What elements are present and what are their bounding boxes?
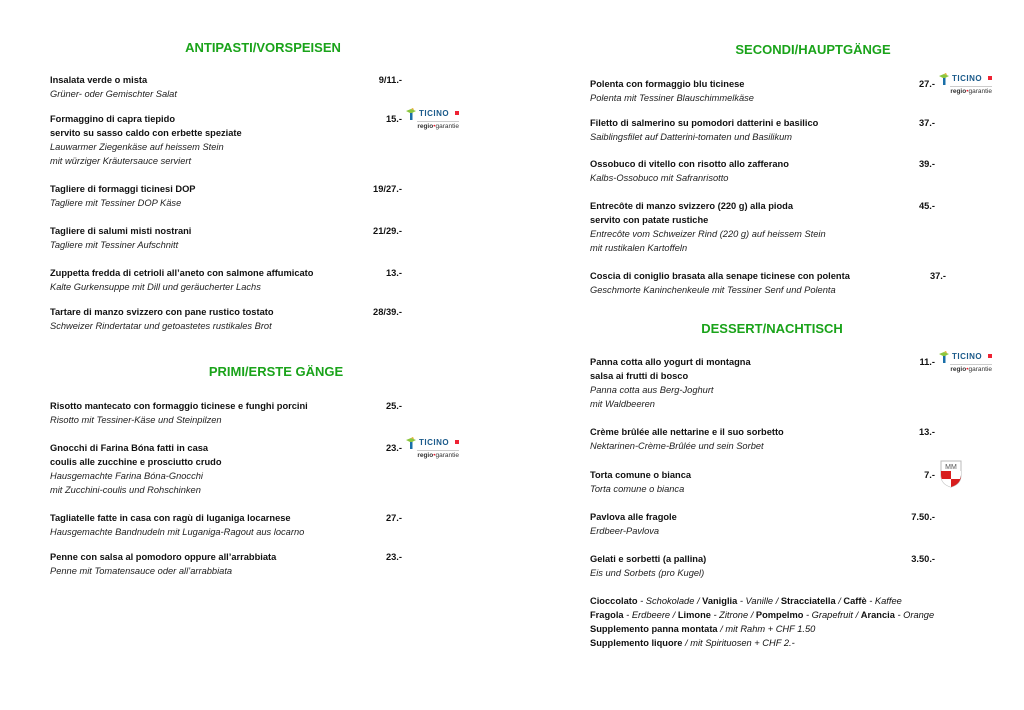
ticino-leaf-icon	[405, 108, 417, 120]
divider	[417, 450, 459, 451]
flavor-italian: Vaniglia	[702, 596, 738, 606]
flavor-italian: Supplemento panna montata	[590, 624, 718, 634]
flavor-italian: Cioccolato	[590, 596, 638, 606]
ticino-text: TICINO	[952, 352, 983, 361]
dish-name-german: Torta comune o bianca	[590, 484, 685, 494]
dish-price: 7.50.-	[911, 512, 935, 522]
regio-text: regio	[417, 123, 434, 130]
flavor-german: / mit Rahm + CHF 1.50	[717, 624, 816, 634]
dish-price: 25.-	[385, 401, 402, 411]
menu-item	[590, 199, 826, 255]
ticino-text: TICINO	[952, 74, 983, 83]
dish-name-german: Schweizer Rindertatar und getoastetes rustikales Brot	[50, 321, 272, 331]
menu-item	[590, 468, 691, 496]
dish-name-german: Nektarinen-Crème-Brûlée und sein Sorbet	[590, 441, 764, 451]
dish-name-italian: Pavlova alle fragole	[590, 512, 677, 522]
section-heading: SECONDI/HAUPTGÄNGE	[735, 42, 891, 57]
dish-name-german: mit würziger Kräutersauce serviert	[50, 156, 192, 166]
dish-price: 15.-	[385, 114, 402, 124]
flavor-italian: Limone	[677, 610, 711, 620]
menu-item	[590, 355, 751, 411]
regio-garantie-text: regio•garantie	[417, 123, 459, 130]
dish-name-italian: Zuppetta fredda di cetrioli all’aneto con salmone affumicato	[50, 268, 314, 278]
dish-name-german: Entrecôte vom Schweizer Rind (220 g) auf heissem Stein	[590, 229, 826, 239]
menu-item	[590, 269, 850, 297]
dish-name-italian: Tagliere di formaggi ticinesi DOP	[50, 184, 196, 194]
dish-price: 19/27.-	[373, 184, 402, 194]
dish-name-german: Saiblingsfilet auf Datterini-tomaten und Basilikum	[590, 132, 793, 142]
menu-item	[50, 73, 177, 101]
swiss-square-icon	[988, 76, 992, 80]
dish-name-italian: Ossobuco di vitello con risotto allo zafferano	[590, 159, 789, 169]
dish-name-german: Polenta mit Tessiner Blauschimmelkäse	[590, 93, 754, 103]
dish-name-italian: servito su sasso caldo con erbette speziate	[50, 128, 242, 138]
flavor-italian: Fragola	[590, 610, 624, 620]
menu-item	[590, 552, 706, 580]
dish-name-german: Eis und Sorbets (pro Kugel)	[590, 568, 705, 578]
dish-name-german: mit rustikalen Kartoffeln	[590, 243, 688, 253]
swiss-square-icon	[455, 440, 459, 444]
garantie-text: garantie	[968, 88, 992, 95]
flavor-italian: Caffè	[843, 596, 867, 606]
menu-item	[50, 266, 313, 294]
gelato-flavor-line	[590, 622, 815, 636]
flavor-german: / mit Spirituosen + CHF 2.-	[682, 638, 795, 648]
dish-name-italian: Crème brûlée alle nettarine e il suo sorbetto	[590, 427, 784, 437]
regio-garantie-text: regio•garantie	[417, 452, 459, 459]
ticino-regio-garantie-logo	[405, 108, 459, 134]
regio-text: regio	[950, 88, 967, 95]
menu-item	[50, 182, 196, 210]
dish-name-italian: servito con patate rustiche	[590, 215, 709, 225]
divider	[417, 121, 459, 122]
dish-price: 39.-	[918, 159, 935, 169]
ticino-regio-garantie-logo	[405, 437, 459, 463]
section-heading: PRIMI/ERSTE GÄNGE	[208, 364, 344, 379]
ticino-leaf-icon	[938, 351, 950, 363]
dish-name-german: Tagliere mit Tessiner Aufschnitt	[50, 240, 179, 250]
shield-icon	[940, 460, 962, 488]
dish-name-german: Lauwarmer Ziegenkäse auf heissem Stein	[50, 142, 224, 152]
dish-name-german: Penne mit Tomatensauce oder all’arrabbiata	[50, 566, 233, 576]
regio-garantie-text: regio•garantie	[950, 366, 992, 373]
regio-text: regio	[950, 366, 967, 373]
dish-name-german: mit Waldbeeren	[590, 399, 655, 409]
dish-name-italian: Insalata verde o mista	[50, 75, 148, 85]
dish-name-german: Risotto mit Tessiner-Käse und Steinpilzen	[50, 415, 222, 425]
divider	[950, 364, 992, 365]
dish-name-german: Panna cotta aus Berg-Joghurt	[590, 385, 714, 395]
ticino-text: TICINO	[419, 109, 450, 118]
swiss-square-icon	[988, 354, 992, 358]
menu-item	[50, 550, 276, 578]
dish-price: 27.-	[918, 79, 935, 89]
menu-item	[50, 224, 191, 252]
gelato-flavor-line	[590, 594, 902, 608]
dish-price: 11.-	[919, 357, 935, 367]
menu-item	[590, 425, 784, 453]
dish-name-italian: Filetto di salmerino su pomodori datterini e basilico	[590, 118, 819, 128]
dish-name-italian: Gnocchi di Farina Bóna fatti in casa	[50, 443, 209, 453]
flavor-italian: Arancia	[860, 610, 895, 620]
ticino-leaf-icon	[938, 73, 950, 85]
menu-item	[590, 77, 754, 105]
dish-price: 7.-	[924, 470, 935, 480]
flavor-german: - Orange	[894, 610, 935, 620]
ticino-text: TICINO	[419, 438, 450, 447]
garantie-text: garantie	[435, 452, 459, 459]
dish-price: 3.50.-	[911, 554, 935, 564]
dish-name-german: Kalte Gurkensuppe mit Dill und geräucherter Lachs	[50, 282, 261, 292]
regio-garantie-text: regio•garantie	[950, 88, 992, 95]
dish-name-german: mit Zucchini-coulis und Rohschinken	[50, 485, 201, 495]
dish-price: 27.-	[385, 513, 402, 523]
dish-name-german: Erdbeer-Pavlova	[590, 526, 660, 536]
menu-item	[590, 157, 789, 185]
menu-item	[590, 116, 818, 144]
dish-name-italian: Polenta con formaggio blu ticinese	[590, 79, 745, 89]
dish-name-italian: coulis alle zucchine e prosciutto crudo	[50, 457, 222, 467]
dish-price: 45.-	[918, 201, 935, 211]
mm-shield-logo	[940, 460, 962, 488]
dish-name-italian: salsa ai frutti di bosco	[590, 371, 689, 381]
section-heading: ANTIPASTI/VORSPEISEN	[185, 40, 341, 55]
svg-text:MM: MM	[945, 464, 957, 471]
dish-price: 13.-	[918, 427, 935, 437]
dish-name-italian: Penne con salsa al pomodoro oppure all’arrabbiata	[50, 552, 277, 562]
garantie-text: garantie	[435, 123, 459, 130]
flavor-german: - Erdbeere /	[623, 610, 678, 620]
ticino-regio-garantie-logo	[938, 351, 992, 377]
dish-price: 13.-	[385, 268, 402, 278]
dish-name-italian: Panna cotta allo yogurt di montagna	[590, 357, 751, 367]
dish-name-german: Hausgemachte Bandnudeln mit Luganiga-Ragout aus locarno	[50, 527, 305, 537]
dish-price: 37.-	[918, 118, 935, 128]
flavor-german: - Kaffee	[866, 596, 902, 606]
dish-price: 23.-	[385, 552, 402, 562]
flavor-german: /	[835, 596, 844, 606]
dish-price: 37.-	[929, 271, 946, 281]
ticino-leaf-icon	[405, 437, 417, 449]
dish-name-italian: Tagliere di salumi misti nostrani	[50, 226, 192, 236]
dish-name-italian: Entrecôte di manzo svizzero (220 g) alla pioda	[590, 201, 794, 211]
section-heading: DESSERT/NACHTISCH	[701, 321, 843, 336]
dish-name-german: Kalbs-Ossobuco mit Safranrisotto	[590, 173, 729, 183]
dish-name-italian: Risotto mantecato con formaggio ticinese e funghi porcini	[50, 401, 308, 411]
dish-name-italian: Gelati e sorbetti (a pallina)	[590, 554, 707, 564]
divider	[950, 86, 992, 87]
garantie-text: garantie	[968, 366, 992, 373]
regio-text: regio	[417, 452, 434, 459]
menu-item	[50, 511, 304, 539]
dish-name-italian: Torta comune o bianca	[590, 470, 692, 480]
dish-name-german: Tagliere mit Tessiner DOP Käse	[50, 198, 182, 208]
flavor-german: - Grapefruit /	[803, 610, 861, 620]
dish-price: 23.-	[385, 443, 402, 453]
menu-item	[590, 510, 677, 538]
dish-name-german: Grüner- oder Gemischter Salat	[50, 89, 177, 99]
flavor-german: - Vanille /	[737, 596, 781, 606]
gelato-flavor-line	[590, 608, 934, 622]
ticino-regio-garantie-logo	[938, 73, 992, 99]
flavor-italian: Supplemento liquore	[590, 638, 683, 648]
dish-name-german: Geschmorte Kaninchenkeule mit Tessiner Senf und Polenta	[590, 285, 836, 295]
dish-name-italian: Tartare di manzo svizzero con pane rustico tostato	[50, 307, 274, 317]
menu-item	[50, 112, 242, 168]
menu-item	[50, 441, 222, 497]
dish-name-german: Hausgemachte Farina Bóna-Gnocchi	[50, 471, 203, 481]
swiss-square-icon	[455, 111, 459, 115]
flavor-italian: Pompelmo	[755, 610, 804, 620]
flavor-german: - Zitrone /	[710, 610, 756, 620]
menu-item	[50, 305, 274, 333]
dish-name-italian: Coscia di coniglio brasata alla senape ticinese con polenta	[590, 271, 850, 281]
dish-price: 9/11.-	[378, 75, 402, 85]
flavor-italian: Stracciatella	[780, 596, 836, 606]
dish-price: 21/29.-	[373, 226, 402, 236]
dish-name-italian: Tagliatelle fatte in casa con ragù di luganiga locarnese	[50, 513, 291, 523]
menu-item	[50, 399, 308, 427]
flavor-german: - Schokolade /	[637, 596, 703, 606]
dish-name-italian: Formaggino di capra tiepido	[50, 114, 175, 124]
dish-price: 28/39.-	[373, 307, 402, 317]
gelato-flavor-line	[590, 636, 795, 650]
